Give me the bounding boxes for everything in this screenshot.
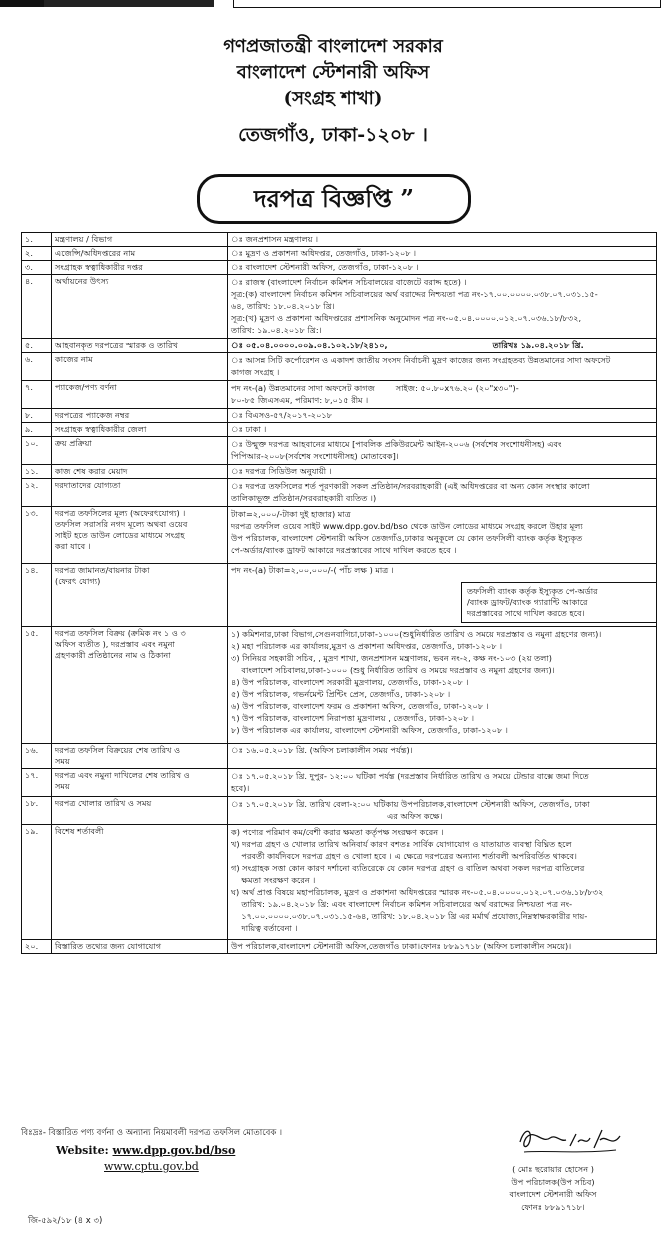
- row-value: [228, 381, 657, 409]
- row-value: [228, 409, 657, 423]
- row-value: [228, 423, 657, 437]
- website-link-cptu[interactable]: www.cptu.gov.bd: [104, 1160, 199, 1173]
- row-number: ১৯.: [22, 825, 52, 940]
- print-code: জি-৫৯২/১৮ (৪ x ৩): [28, 1216, 103, 1226]
- row-value-line: ২) মহা পরিচালক এর কার্যালয়,মুদ্রণ ও প্রকাশনা অধিদপ্তর, তেজগাঁও, ঢাকা-১২০৮ ।: [231, 641, 503, 651]
- top-dark-block: [0, 0, 44, 7]
- row-number: ১৫.: [22, 627, 52, 744]
- row-number: ১৪.: [22, 564, 52, 627]
- row-number: ২.: [22, 247, 52, 261]
- row-value-line: উপ পরিচালক, বাংলাদেশ স্টেশনারী অফিস তেজগাঁও,ঢাকার অনুকূলে যে কোন তফসিলী ব্যাংক কর্তৃক ইস্যুকৃত: [231, 533, 583, 543]
- row-value-line: গ) সংগ্রাহক সত্তা কোন কারণ দর্শানো ব্যতিরেকে যে কোন দরপত্র গ্রহণ ও বাতিল অথবা সকল দরপত্র বাতিলের: [231, 863, 585, 873]
- table-row: [22, 465, 657, 479]
- notice-header: [0, 34, 666, 150]
- row-value-line: দরপত্র তফসিল ওয়েব সাইট www.dpp.gov.bd/bso থেকে ডাউন লোডের মাধ্যমে সংগ্রহ করলে উহার মূল্য: [231, 521, 583, 531]
- signatory-title: উপ পরিচালক(উপ সচিব): [511, 1176, 595, 1187]
- row-label: দরপত্রের প্যাকেজ নম্বর: [52, 409, 228, 423]
- website-link-dpp[interactable]: www.dpp.gov.bd/bso: [112, 1144, 236, 1157]
- row-value-line: সূত্র:(ক) বাংলাদেশ নির্বাচন কমিশন সচিবালয়ের অর্থ বরাদ্দের নিশ্চয়তা পত্র নং-১৭.০০.০০০০.০৩৮.০৭.০৩১.১৫-: [231, 289, 598, 299]
- row-value-line: খ) দরপত্র গ্রহণ ও খোলার তারিখ অনিবার্য কারণ বশতঃ সার্বিক যোগাযোগ ও যাতায়াত ব্যবস্থা বিঘ্নিত হলে: [231, 839, 572, 849]
- notice-title: দরপত্র বিজ্ঞপ্তি ”: [197, 174, 471, 224]
- row-label: দরপত্র খোলার তারিখ ও সময়: [52, 797, 228, 825]
- row-value: [228, 247, 657, 261]
- row-value-text: ঃ ০৫.০৪.০০০০.০০৯.০৪.১০২.১৮/২৪১০,: [231, 340, 388, 350]
- signature-block: [478, 1163, 628, 1213]
- guarantee-note-line: দরপ্রস্তাবের সাথে দাখিল করতে হবে।: [467, 608, 585, 618]
- row-value-line: এর অফিস কক্ষে।: [231, 811, 443, 821]
- table-row: [22, 797, 657, 825]
- row-value-line: বাংলাদেশ সচিবালয়,ঢাকা-১০০০ (শুধু নির্ধারিত তারিখ ও সময়ে দরপ্রস্তাব ও নমুনা গ্রহণের জন্য)।: [231, 665, 555, 675]
- row-value-line: ঃ ১৭.০৫.২০১৮ খ্রি. তারিখ বেলা-২:০০ ঘটিকায় উপপরিচালক,বাংলাদেশ স্টেশনারী অফিস, তেজগাঁও, ঢাকা: [231, 799, 590, 809]
- table-row: [22, 233, 657, 247]
- row-value-line: সূত্র:(খ) মুদ্রণ ও প্রকাশনা অধিদপ্তরের প্রশাসনিক অনুমোদন পত্র নং-০৫.০৪.০০০০.০১২.০৭.০৩৬.১৮/৮৩২,: [231, 313, 582, 323]
- row-label: এজেন্সি/অধিদপ্তরের নাম: [52, 247, 228, 261]
- row-label: বিস্তারিত তথ্যের জন্য যোগাযোগ: [52, 940, 228, 954]
- table-row: [22, 627, 657, 744]
- table-row: [22, 339, 657, 353]
- row-value-text: ঃ ১৬.০৫.২০১৮ খ্রি. (অফিস চলাকালীন সময় পর্যন্ত)।: [231, 745, 413, 755]
- table-row: [22, 479, 657, 507]
- signatory-phone: ফোনঃ ৮৮৯১৭১৮।: [521, 1201, 585, 1212]
- top-cutoff-strip: [0, 0, 666, 9]
- table-row: [22, 381, 657, 409]
- row-value: [228, 564, 657, 627]
- row-value: [228, 233, 657, 247]
- table-row: [22, 423, 657, 437]
- row-label: দরপত্র তফসিল বিক্রয় (ক্রমিক নং ১ ও ৩ অফিস ব্যতীত ), দরপ্রস্তাব এবং নমুনা গ্রহণকারী প্রতিষ্ঠানের নাম ও ঠিকানা: [52, 627, 228, 744]
- table-row: [22, 940, 657, 954]
- government-title: গণপ্রজাতন্ত্রী বাংলাদেশ সরকার: [223, 36, 443, 57]
- row-value: [228, 627, 657, 744]
- row-number: ১৩.: [22, 507, 52, 564]
- row-value-text: ঃ ঢাকা ।: [231, 424, 267, 434]
- section-name: (সংগ্রহ শাখা): [283, 88, 383, 109]
- row-number: ১৬.: [22, 744, 52, 769]
- row-value-line: ৪) উপ পরিচালক, বাংলাদেশ সরকারী মুদ্রণালয়, তেজগাঁও, ঢাকা-১২০৮ ।: [231, 677, 469, 687]
- row-value: [228, 437, 657, 465]
- row-number: ১৭.: [22, 769, 52, 797]
- row-label: কাজ শেষ করার মেয়াদ: [52, 465, 228, 479]
- row-label: অর্থায়নের উৎস্য: [52, 275, 228, 339]
- table-row: [22, 564, 657, 627]
- row-value-line: তালিকাভূক্ত প্রতিষ্ঠান/সরবরাহকারী ব্যতিত ।): [231, 493, 377, 503]
- guarantee-note-line: /ব্যাংক ড্রাফট/ব্যাংক গ্যারান্টি আকারে: [467, 597, 588, 607]
- row-value: [228, 744, 657, 769]
- row-label: কাজের নাম: [52, 353, 228, 381]
- row-number: ১২.: [22, 479, 52, 507]
- table-row: [22, 409, 657, 423]
- row-value-line: ৮০-৮৫ জিএসএম, পরিমাণ: ৮,০১৫ রীম ।: [231, 395, 369, 405]
- row-value-line: তারিখ: ১৯.০৪.২০১৮ খ্রি: এবং বাংলাদেশ নির্বাচন কমিশন সচিবালয়ের অর্থ বরাদ্দের নিশ্চয়তা পত্র নং-: [231, 899, 573, 909]
- row-value-text: ঃ মুদ্রণ ও প্রকাশনা অধিদপ্তর, তেজগাঁও, ঢাকা-১২০৮ ।: [231, 248, 417, 258]
- row-value-line: পরবর্তী কার্যদিবসে দরপত্র গ্রহণ ও খোলা হবে । এ ক্ষেত্রে দরপত্রের অন্যান্য শর্তাবলী অপরিবর্তিত থাকবে।: [231, 851, 577, 861]
- table-row: [22, 353, 657, 381]
- row-value-text: ঃ জনপ্রশাসন মন্ত্রণালয় ।: [231, 234, 319, 244]
- row-value-line: পিপিআর-২০০৮(সর্বশেষ সংশোধনীসহ) মোতাবেক]।: [231, 451, 399, 461]
- row-value-line: পদ নং-(a) উন্নতমানের সাদা অফসেট কাগজ সাইজ: ৫০.৮০x৭৬.২০ (২০"x৩০")-: [231, 383, 519, 393]
- office-address: তেজগাঁও, ঢাকা-১২০৮ ।: [238, 124, 428, 146]
- row-value: [228, 479, 657, 507]
- row-value-line: কাগজ সংগ্রহ ।: [231, 367, 280, 377]
- guarantee-note-line: তফসিলী ব্যাংক কর্তৃক ইস্যুকৃত পে-অর্ডার: [467, 586, 598, 596]
- footer-note: বিঃদ্রঃ- বিস্তারিত পণ্য বর্ণনা ও অন্যান্য নিয়মাবলী দরপত্র তফসিল মোতাবেক ।: [21, 1128, 283, 1138]
- website-label: Website:: [56, 1144, 109, 1157]
- row-value: [228, 261, 657, 275]
- row-value: [228, 797, 657, 825]
- row-value: [228, 940, 657, 954]
- tender-table: [21, 232, 657, 954]
- row-value-line: ঃ উন্মুক্ত দরপত্র আহবানের মাধ্যমে [পাবলিক প্রকিউরমেন্ট আইন-২০০৬ (সর্বশেষ সংশোধনীসহ) এবং: [231, 439, 562, 449]
- row-value: [228, 465, 657, 479]
- row-label: মন্ত্রণালয় / বিভাগ: [52, 233, 228, 247]
- row-value-text: উপ পরিচালক,বাংলাদেশ স্টেশনারী অফিস,তেজগাঁও ঢাকা।ফোনঃ ৮৮৯১৭১৮ (অফিস চলাকালীন সময়ে)।: [231, 941, 572, 951]
- row-number: ১৮.: [22, 797, 52, 825]
- row-value: [228, 769, 657, 797]
- row-value-line: ক) পণ্যের পরিমাণ কম/বেশী করার ক্ষমতা কর্তৃপক্ষ সংরক্ষণ করেন ।: [231, 827, 444, 837]
- row-value-line: দায়িত্ব বর্তাবেনা ।: [231, 923, 298, 933]
- row-value-text: ঃ দরপত্র সিডিউল অনুযায়ী ।: [231, 466, 332, 476]
- row-value: [228, 339, 657, 353]
- row-number: ৯.: [22, 423, 52, 437]
- table-row: [22, 825, 657, 940]
- row-number: ১১.: [22, 465, 52, 479]
- row-label: দরপত্র জামানত/বায়নার টাকা (ফেরৎ যোগ্য): [52, 564, 228, 627]
- signature-mark: [516, 1124, 626, 1158]
- row-label: ক্রয় প্রক্রিয়া: [52, 437, 228, 465]
- row-value-line: ঃ আসন্ন সিটি কর্পোরেশন ও একাদশ জাতীয় সংসদ নির্বাচনী মুদ্রণ কাজের জন্য সংগ্রহতব্য উন্নতমানের সাদা অফসেট: [231, 355, 611, 365]
- guarantee-note-box: [461, 582, 657, 623]
- row-value-text: ঃ বাংলাদেশ স্টেশনারী অফিস, তেজগাঁও, ঢাকা-১২০৮ ।: [231, 262, 419, 272]
- row-value: [228, 507, 657, 564]
- row-value-line: ঘ) অর্থ প্রাপ্ত বিষয়ে মহাপরিচালক, মুদ্রণ ও প্রকাশনা অধিদপ্তরের স্মারক নং-০৫.০৪.০০০০.০১২.০৭.০৩৬.১৮/৮৩২: [231, 887, 604, 897]
- row-value: [228, 825, 657, 940]
- row-number: ২০.: [22, 940, 52, 954]
- signatory-office: বাংলাদেশ স্টেশনারী অফিস: [509, 1189, 597, 1199]
- row-value-line: ঃ রাজস্ব (বাংলাদেশ নির্বাচন কমিশন সচিবালয়ের বাজেটে বরাদ্দ হতে) ।: [231, 277, 467, 287]
- row-value-line: ঃ ১৭.০৫.২০১৮ খ্রি. দুপুর- ১২:০০ ঘটিকা পর্যন্ত (দরপ্রস্তাব নির্ধারিত তারিখ ও সময়ে টেন্ডার বাক্সে জমা দিতে: [231, 771, 589, 781]
- row-label: দরপত্র তফসিলের মূল্য (অফেরৎযোগ্য) । তফসিল সরাসরি নগদ মূল্যে অথবা ওয়েব সাইট হতে ডাউন লোডের মাধ্যমে সংগ্রহ করা যাবে ।: [52, 507, 228, 564]
- row-value-line: তারিখ: ১৯.০৪.২০১৮ খ্রি:।: [231, 325, 322, 335]
- row-label: প্যাকেজ/পণ্য বর্ণনা: [52, 381, 228, 409]
- row-value-line: ৫) উপ পরিচালক, গভর্নমেন্ট প্রিন্টিং প্রেস, তেজগাঁও, ঢাকা-১২০৮ ।: [231, 689, 451, 699]
- row-value-line: পে-অর্ডার/ব্যাংক ড্রাফট আকারে দরপ্রস্তাবের সাথে দাখিল করতে হবে ।: [231, 545, 457, 555]
- row-label: বিশেষ শর্তাবলী: [52, 825, 228, 940]
- row-value: [228, 353, 657, 381]
- row-label: আহবানকৃত দরপত্রের স্মারক ও তারিখ: [52, 339, 228, 353]
- row-number: ৬.: [22, 353, 52, 381]
- table-row: [22, 507, 657, 564]
- row-value-line: ১৭.০০.০০০০.০৩৮.০৭.০৩১.১৫-৬৪, তারিখ: ১৮.০৪.২০১৮ খ্রি এর মর্মার্থ প্রযোজ্য,নিম্নস্বাক্ষরকারীর দায়-: [231, 911, 588, 921]
- row-number: ৮.: [22, 409, 52, 423]
- row-value: [228, 275, 657, 339]
- row-value-line: ১) কমিশনার,ঢাকা বিভাগ,সেগুনবাগিচা,ঢাকা-১০০০(শুধুনির্ধারিত তারিখ ও সময়ে দরপ্রস্তাব ও নমুনা গ্রহণের জন্য)।: [231, 629, 602, 639]
- row-number: ৩.: [22, 261, 52, 275]
- row-value-line: ৩) সিনিয়র সহকারী সচিব, , মুদ্রণ শাখা, জনপ্রশাসন মন্ত্রণালয়, ভবন নং-২, কক্ষ নং-১০৩ (২য় তলা): [231, 653, 552, 663]
- table-row: [22, 769, 657, 797]
- row-number: ৫.: [22, 339, 52, 353]
- row-value-line: ৭) উপ পরিচালক, বাংলাদেশ নিরাপত্তা মুদ্রণালয় , তেজগাঁও, ঢাকা-১২০৮ ।: [231, 713, 475, 723]
- top-dark-block: [44, 0, 214, 7]
- table-row: [22, 247, 657, 261]
- row-value-date: তারিখঃ ১৯.০৪.২০১৮ খ্রি.: [492, 340, 584, 350]
- row-number: ১০.: [22, 437, 52, 465]
- top-outline-box: [233, 0, 661, 8]
- row-label: সংগ্রাহক স্বত্বাধিকারীর দপ্তর: [52, 261, 228, 275]
- row-value-text: পদ নং-(a) টাকা=২,০০,০০০/-( পাঁচ লক্ষ ) মাত্র ।: [231, 565, 394, 575]
- row-value-line: ৮) উপ পরিচালক এর কার্যালয়, বাংলাদেশ স্টেশনারী অফিস, তেজগাঁও, ঢাকা-১২০৮ ।: [231, 725, 508, 735]
- row-number: ৭.: [22, 381, 52, 409]
- row-value-line: ক্ষমতা সংরক্ষণ করেন ।: [231, 875, 316, 885]
- row-value-line: ৬৪, তারিখ: ১৮.০৪.২০১৮ খ্রি।: [231, 301, 335, 311]
- row-value-line: ঃ দরপত্র তফসিলের শর্ত পূরণকারী সকল প্রতিষ্ঠান/সরবরাহকারী (এই অধিদপ্তরের বা অন্য কোন সংস্থার কালো: [231, 481, 590, 491]
- table-row: [22, 275, 657, 339]
- website-line: [56, 1144, 235, 1157]
- signatory-name: ( মোঃ ছরোয়ার হোসেন ): [512, 1164, 594, 1174]
- table-row: [22, 261, 657, 275]
- office-name: বাংলাদেশ স্টেশনারী অফিস: [236, 62, 430, 83]
- table-row: [22, 744, 657, 769]
- row-value-text: ঃ বিএসও-৫৭/২০১৭-২০১৮: [231, 410, 333, 420]
- row-label: দরপত্র এবং নমুনা দাখিলের শেষ তারিখ ও সময়: [52, 769, 228, 797]
- row-number: ১.: [22, 233, 52, 247]
- row-value-line: হবে)।: [231, 783, 250, 793]
- row-value-line: ৬) উপ পরিচালক, বাংলাদেশ ফরম ও প্রকাশনা অফিস, তেজগাঁও, ঢাকা-১২০৮ ।: [231, 701, 489, 711]
- row-label: দরপত্র তফসিল বিক্রয়ের শেষ তারিখ ও সময়: [52, 744, 228, 769]
- table-row: [22, 437, 657, 465]
- row-value-line: টাকা=২,০০০/-টাকা দুই হাজার) মাত্র: [231, 509, 351, 519]
- row-label: দরদাতাদের যোগ্যতা: [52, 479, 228, 507]
- row-label: সংগ্রাহক স্বত্বাধিকারীর জেলা: [52, 423, 228, 437]
- row-number: ৪.: [22, 275, 52, 339]
